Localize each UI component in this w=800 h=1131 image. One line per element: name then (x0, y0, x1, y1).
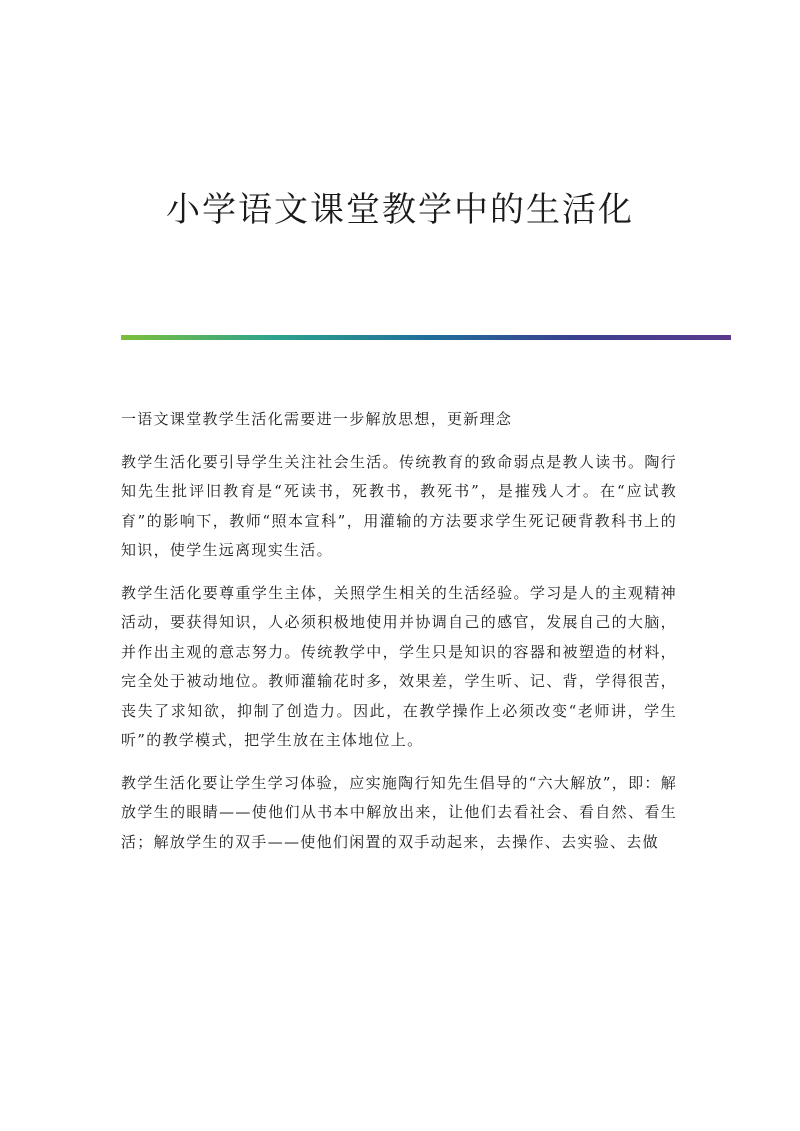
body-paragraph: 教学生活化要尊重学生主体，关照学生相关的生活经验。学习是人的主观精神活动，要获得知识，人必须积极地使用并协调自己的感官，发展自己的大脑，并作出主观的意志努力。传统教学中，学生只是知识的容器和被塑造的材料，完全处于被动地位。教师灌输花时多，效果差，学生听、记、背，学得很苦，丧失了求知欲，抑制了创造力。因此，在教学操作上必须改变“老师讲，学生听”的教学模式，把学生放在主体地位上。 (121, 583, 677, 749)
body-paragraph: 教学生活化要让学生学习体验，应实施陶行知先生倡导的“六大解放”，即：解放学生的眼睛——使他们从书本中解放出来，让他们去看社会、看自然、看生活；解放学生的双手——使他们闲置的双手动起来，去操作、去实验、去做 (121, 773, 677, 851)
section-heading: 一语文课堂教学生活化需要进一步解放思想，更新理念 (121, 410, 513, 428)
title-divider-rule (121, 335, 731, 340)
document-title: 小学语文课堂教学中的生活化 (166, 190, 634, 230)
body-paragraph: 教学生活化要引导学生关注社会生活。传统教育的致命弱点是教人读书。陶行知先生批评旧教育是“死读书，死教书，教死书”，是摧残人才。在“应试教育”的影响下，教师“照本宣科”，用灌输的方法要求学生死记硬背教科书上的知识，使学生远离现实生活。 (121, 452, 677, 559)
document-body (121, 405, 677, 870)
